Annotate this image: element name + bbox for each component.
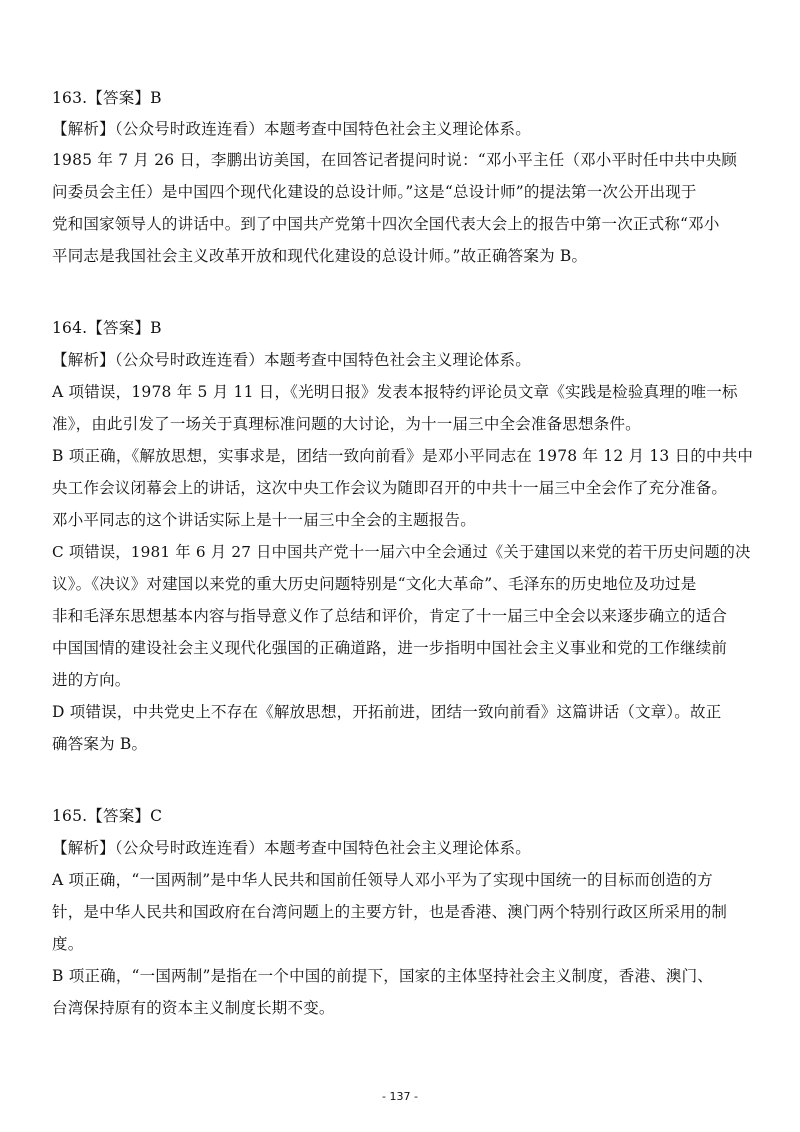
q164-body-line: D 项错误，中共党史上不存在《解放思想，开拓前进，团结一致向前看》这篇讲话（文章）。故正 <box>52 703 722 721</box>
q165-body-line: 针，是中华人民共和国政府在台湾问题上的主要方针，也是香港、澳门两个特别行政区所采用的制 <box>52 903 728 921</box>
q164-analysis-label: 【解析】（公众号时政连连看）本题考查中国特色社会主义理论体系。 <box>52 351 531 369</box>
q164-body-line: 进的方向。 <box>52 671 131 689</box>
q164-answer-header: 164.【答案】B <box>52 319 162 337</box>
q163-analysis-label: 【解析】（公众号时政连连看）本题考查中国特色社会主义理论体系。 <box>52 120 531 138</box>
q165-body-line: 台湾保持原有的资本主义制度长期不变。 <box>52 999 335 1017</box>
q164-body-line: 确答案为 B。 <box>52 735 148 753</box>
q164-body-line: B 项正确，《解放思想，实事求是，团结一致向前看》是邓小平同志在 1978 年 12 月 13 日的中共中 <box>52 447 754 465</box>
q165-body-line: B 项正确，“一国两制”是指在一个中国的前提下，国家的主体坚持社会主义制度，香港、澳门、 <box>52 967 713 985</box>
q164-body-line: A 项错误，1978 年 5 月 11 日，《光明日报》发表本报特约评论员文章《实践是检验真理的唯一标 <box>52 383 738 401</box>
q163-body-line: 平同志是我国社会主义改革开放和现代化建设的总设计师。”故正确答案为 B。 <box>52 247 588 265</box>
q165-body-line: 度。 <box>52 935 84 953</box>
q165-analysis-label: 【解析】（公众号时政连连看）本题考查中国特色社会主义理论体系。 <box>52 839 531 857</box>
q163-answer-header: 163.【答案】B <box>52 89 162 107</box>
q164-body-line: 议》。《决议》对建国以来党的重大历史问题特别是“文化大革命”、毛泽东的历史地位及功过是 <box>52 575 697 593</box>
q164-body-line: 央工作会议闭幕会上的讲话，这次中央工作会议为随即召开的中共十一届三中全会作了充分准备。 <box>52 479 728 497</box>
page-number: - 137 - <box>382 1090 418 1103</box>
q164-body-line: 准》，由此引发了一场关于真理标准问题的大讨论，为十一届三中全会准备思想条件。 <box>52 415 641 433</box>
q163-body-line: 问委员会主任）是中国四个现代化建设的总设计师。”这是“总设计师”的提法第一次公开出现于 <box>52 183 697 201</box>
q164-body-line: 邓小平同志的这个讲话实际上是十一届三中全会的主题报告。 <box>52 511 476 529</box>
q165-answer-header: 165.【答案】C <box>52 807 163 825</box>
q164-body-line: C 项错误，1981 年 6 月 27 日中国共产党十一届六中全会通过《关于建国以来党的若干历史问题的决 <box>52 543 751 561</box>
q163-body-line: 1985 年 7 月 26 日，李鹏出访美国，在回答记者提问时说：“邓小平主任（邓小平时任中共中央顾 <box>52 151 738 169</box>
q164-body-line: 中国国情的建设社会主义现代化强国的正确道路，进一步指明中国社会主义事业和党的工作继续前 <box>52 639 728 657</box>
q164-body-line: 非和毛泽东思想基本内容与指导意义作了总结和评价，肯定了十一届三中全会以来逐步确立的适合 <box>52 607 728 625</box>
q163-body-line: 党和国家领导人的讲话中。到了中国共产党第十四次全国代表大会上的报告中第一次正式称“邓小 <box>52 215 720 233</box>
q165-body-line: A 项正确，“一国两制”是中华人民共和国前任领导人邓小平为了实现中国统一的目标而创造的方 <box>52 871 713 889</box>
